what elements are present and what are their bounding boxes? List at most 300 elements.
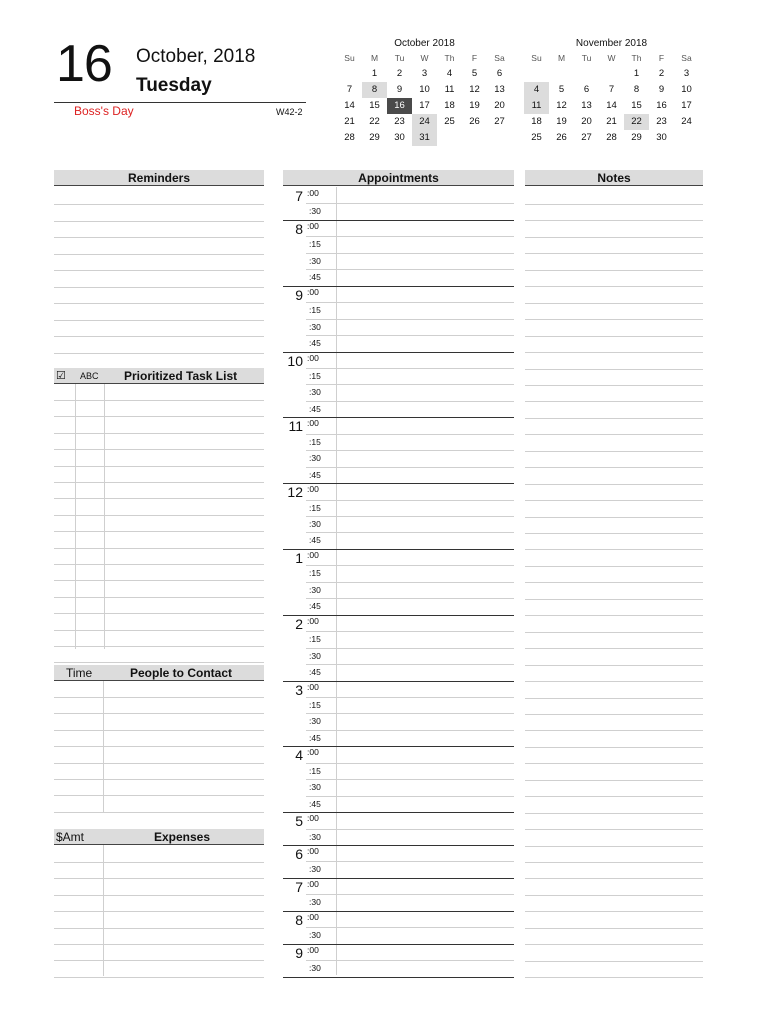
calendar-dow: Sa <box>494 53 505 63</box>
note-line <box>525 796 703 797</box>
contact-line <box>54 795 264 796</box>
calendar-day[interactable]: 25 <box>444 116 455 127</box>
slot-line <box>306 894 514 895</box>
calendar-title: October 2018 <box>394 38 455 49</box>
contact-line <box>54 779 264 780</box>
hour-divider-line <box>283 977 514 978</box>
calendar-day[interactable]: 30 <box>656 132 667 143</box>
expense-line <box>54 862 264 863</box>
expense-line <box>54 911 264 912</box>
calendar-day[interactable]: 1 <box>633 68 640 79</box>
note-line <box>525 780 703 781</box>
slot-line <box>306 253 514 254</box>
calendar-day[interactable]: 24 <box>412 114 437 130</box>
notes-header: Notes <box>525 170 703 186</box>
hour-label: 9 <box>295 944 303 961</box>
note-line <box>525 418 703 419</box>
task-check-divider <box>75 384 76 649</box>
minute-label: :00 <box>307 484 319 495</box>
task-line <box>54 548 264 549</box>
minute-label: :30 <box>309 387 321 398</box>
note-line <box>525 878 703 879</box>
minute-label: :00 <box>307 813 319 824</box>
calendar-day[interactable]: 31 <box>412 130 437 146</box>
task-line <box>54 597 264 598</box>
minute-label: :30 <box>309 716 321 727</box>
minute-label: :15 <box>309 502 321 513</box>
calendar-day[interactable]: 22 <box>369 116 380 127</box>
calendar-dow: Th <box>631 53 642 63</box>
slot-line <box>306 532 514 533</box>
task-line <box>54 613 264 614</box>
slot-line <box>306 829 514 830</box>
minute-label: :30 <box>309 930 321 941</box>
slot-line <box>306 648 514 649</box>
calendar-dow: Sa <box>681 53 692 63</box>
contacts-header <box>54 665 264 681</box>
hour-label: 6 <box>295 846 303 862</box>
calendar-day[interactable]: 25 <box>531 132 542 143</box>
calendar-day[interactable]: 20 <box>581 116 592 127</box>
contacts-title: People to Contact <box>130 666 233 680</box>
calendar-empty-cell <box>599 66 624 82</box>
task-line <box>54 662 264 663</box>
minute-label: :15 <box>309 239 321 250</box>
task-line <box>54 580 264 581</box>
calendar-day[interactable]: 10 <box>681 84 692 95</box>
contact-line <box>54 730 264 731</box>
month-year: October, 2018 <box>136 46 256 67</box>
expenses-amount-label: $Amt <box>56 830 85 844</box>
calendar-day[interactable]: 19 <box>469 100 480 111</box>
slot-line <box>306 384 514 385</box>
week-code: W42-2 <box>276 107 303 117</box>
hour-label: 1 <box>295 549 303 566</box>
reminder-line <box>54 287 264 288</box>
note-line <box>525 467 703 468</box>
minute-label: :30 <box>309 963 321 974</box>
calendar-day[interactable]: 7 <box>346 84 353 95</box>
note-line <box>525 270 703 271</box>
minute-label: :00 <box>307 747 319 758</box>
slot-line <box>306 763 514 764</box>
note-line <box>525 533 703 534</box>
minute-label: :15 <box>309 436 321 447</box>
calendar-day[interactable]: 8 <box>362 82 387 98</box>
note-line <box>525 665 703 666</box>
calendar-day[interactable]: 28 <box>606 132 617 143</box>
calendar-day[interactable]: 23 <box>394 116 405 127</box>
expense-line <box>54 944 264 945</box>
task-line <box>54 515 264 516</box>
calendar-day[interactable]: 27 <box>581 132 592 143</box>
note-line <box>525 484 703 485</box>
calendar-empty-cell <box>549 66 574 82</box>
note-line <box>525 549 703 550</box>
note-line <box>525 730 703 731</box>
hour-label: 8 <box>295 911 303 928</box>
hour-label: 9 <box>295 286 303 303</box>
reminder-line <box>54 303 264 304</box>
slot-line <box>306 335 514 336</box>
minute-label: :00 <box>307 220 319 231</box>
note-line <box>525 566 703 567</box>
note-line <box>525 961 703 962</box>
hour-label: 5 <box>295 813 303 830</box>
calendar-day[interactable]: 7 <box>608 84 615 95</box>
calendar-dow: M <box>557 53 566 63</box>
calendar-day[interactable]: 17 <box>681 100 692 111</box>
task-priority-label: ABC <box>80 371 99 381</box>
calendar-empty-cell <box>524 66 549 82</box>
calendar-day[interactable]: 10 <box>419 84 430 95</box>
slot-line <box>306 582 514 583</box>
calendar-day[interactable]: 6 <box>583 84 590 95</box>
calendar-day[interactable]: 4 <box>524 82 549 98</box>
note-line <box>525 286 703 287</box>
reminder-line <box>54 270 264 271</box>
calendar-dow: M <box>370 53 379 63</box>
calendar-day[interactable]: 20 <box>494 100 505 111</box>
reminder-line <box>54 254 264 255</box>
note-line <box>525 599 703 600</box>
calendar-day[interactable]: 14 <box>606 100 617 111</box>
minute-label: :00 <box>307 286 319 297</box>
minute-label: :45 <box>309 272 321 283</box>
note-line <box>525 944 703 945</box>
calendar-dow: Th <box>444 53 455 63</box>
note-line <box>525 385 703 386</box>
slot-line <box>306 516 514 517</box>
note-line <box>525 813 703 814</box>
minute-label: :30 <box>309 650 321 661</box>
note-line <box>525 237 703 238</box>
task-line <box>54 646 264 647</box>
note-line <box>525 401 703 402</box>
calendar-day[interactable]: 8 <box>633 84 640 95</box>
minute-label: :30 <box>309 519 321 529</box>
hour-label: 7 <box>295 878 303 895</box>
calendar-dow: Tu <box>581 53 592 63</box>
task-line <box>54 482 264 483</box>
minute-label: :00 <box>307 681 319 692</box>
slot-line <box>306 500 514 501</box>
note-line <box>525 698 703 699</box>
slot-line <box>306 960 514 961</box>
minute-label: :15 <box>309 370 321 381</box>
holiday-label: Boss's Day <box>74 104 134 118</box>
note-line <box>525 253 703 254</box>
calendar-day[interactable]: 29 <box>369 132 380 143</box>
minute-label: :15 <box>309 765 321 776</box>
calendar-dow: Tu <box>394 53 405 63</box>
contact-line <box>54 697 264 698</box>
expense-line <box>54 928 264 929</box>
day-number: 16 <box>56 35 112 93</box>
calendar-empty-cell <box>462 130 487 146</box>
calendar-day[interactable]: 18 <box>444 100 455 111</box>
note-line <box>525 862 703 863</box>
note-line <box>525 911 703 912</box>
hour-label: 8 <box>295 220 303 237</box>
slot-line <box>306 796 514 797</box>
minute-label: :00 <box>307 615 319 626</box>
contacts-time-label: Time <box>66 666 93 680</box>
calendar-day[interactable]: 1 <box>371 68 378 79</box>
note-line <box>525 829 703 830</box>
note-line <box>525 500 703 501</box>
calendar-day[interactable]: 18 <box>531 116 542 127</box>
contacts-time-divider <box>103 681 104 812</box>
calendar-day[interactable]: 23 <box>656 116 667 127</box>
hour-label: 3 <box>295 681 303 698</box>
note-line <box>525 714 703 715</box>
task-line <box>54 400 264 401</box>
expense-line <box>54 878 264 879</box>
expense-line <box>54 960 264 961</box>
calendar-empty-cell <box>487 130 512 146</box>
note-line <box>525 369 703 370</box>
minute-label: :30 <box>309 321 321 332</box>
minute-label: :15 <box>309 568 321 579</box>
minute-label: :45 <box>309 469 321 480</box>
weekday: Tuesday <box>136 75 212 96</box>
minute-label: :00 <box>307 352 319 363</box>
note-line <box>525 204 703 205</box>
slot-line <box>306 368 514 369</box>
slot-line <box>306 713 514 714</box>
task-line <box>54 564 264 565</box>
mini-calendar-october <box>337 37 512 146</box>
slot-line <box>306 467 514 468</box>
calendar-day[interactable]: 29 <box>631 132 642 143</box>
minute-label: :30 <box>309 831 321 842</box>
slot-line <box>306 631 514 632</box>
slot-line <box>306 434 514 435</box>
calendar-day[interactable]: 13 <box>494 84 505 95</box>
hour-label: 12 <box>287 484 303 501</box>
task-line <box>54 531 264 532</box>
calendar-day[interactable]: 26 <box>556 132 567 143</box>
minute-label: :15 <box>309 699 321 710</box>
calendar-day[interactable]: 21 <box>606 116 617 127</box>
slot-line <box>306 598 514 599</box>
hour-label: 7 <box>295 188 303 204</box>
note-line <box>525 681 703 682</box>
slot-line <box>306 319 514 320</box>
calendar-day[interactable]: 17 <box>419 100 430 111</box>
reminder-line <box>54 221 264 222</box>
expenses-amount-divider <box>103 845 104 976</box>
appointments-header: Appointments <box>283 170 514 186</box>
reminder-line <box>54 320 264 321</box>
contact-line <box>54 812 264 813</box>
calendar-title: November 2018 <box>575 38 648 49</box>
slot-line <box>306 401 514 402</box>
calendar-day[interactable]: 11 <box>524 98 549 114</box>
task-line <box>54 466 264 467</box>
calendar-empty-cell <box>574 66 599 82</box>
slot-line <box>306 565 514 566</box>
hour-label: 4 <box>295 747 303 764</box>
minute-label: :30 <box>309 584 321 595</box>
calendar-day[interactable]: 22 <box>624 114 649 130</box>
note-line <box>525 303 703 304</box>
calendar-dow: Su <box>344 53 355 63</box>
calendar-empty-cell <box>674 130 699 146</box>
minute-label: :45 <box>309 732 321 743</box>
minute-label: :00 <box>307 878 319 889</box>
minute-label: :30 <box>309 864 321 875</box>
note-line <box>525 352 703 353</box>
reminder-line <box>54 204 264 205</box>
calendar-grid <box>524 51 699 146</box>
calendar-day[interactable]: 16 <box>387 98 412 114</box>
minute-label: :15 <box>309 305 321 316</box>
calendar-day[interactable]: 6 <box>496 68 503 79</box>
minute-label: :30 <box>309 255 321 266</box>
calendar-day[interactable]: 16 <box>656 100 667 111</box>
calendar-dow: F <box>471 53 478 63</box>
calendar-day[interactable]: 24 <box>681 116 692 127</box>
calendar-empty-cell <box>337 66 362 82</box>
minute-label: :30 <box>309 782 321 793</box>
minute-label: :30 <box>309 897 321 908</box>
calendar-day[interactable]: 13 <box>581 100 592 111</box>
minute-label: :00 <box>307 549 319 560</box>
calendar-day[interactable]: 21 <box>344 116 355 127</box>
task-line <box>54 630 264 631</box>
slot-line <box>306 927 514 928</box>
calendar-day[interactable]: 4 <box>446 68 453 79</box>
calendar-day[interactable]: 11 <box>444 84 455 95</box>
checkbox-icon: ☑ <box>56 370 66 382</box>
calendar-dow: Su <box>531 53 542 63</box>
calendar-day[interactable]: 3 <box>683 68 690 79</box>
minute-label: :00 <box>307 188 319 198</box>
calendar-dow: F <box>658 53 665 63</box>
hour-label: 10 <box>287 352 303 369</box>
slot-line <box>306 236 514 237</box>
minute-label: :15 <box>309 634 321 645</box>
note-line <box>525 977 703 978</box>
hour-label: 2 <box>295 615 303 632</box>
calendar-dow: W <box>607 53 616 63</box>
calendar-day[interactable]: 9 <box>396 84 403 95</box>
contact-line <box>54 763 264 764</box>
note-line <box>525 582 703 583</box>
task-list-header <box>54 368 264 384</box>
note-line <box>525 517 703 518</box>
task-line <box>54 498 264 499</box>
note-line <box>525 220 703 221</box>
slot-line <box>306 664 514 665</box>
minute-label: :45 <box>309 798 321 809</box>
calendar-day[interactable]: 9 <box>658 84 665 95</box>
minute-label: :00 <box>307 944 319 955</box>
expenses-title: Expenses <box>154 830 211 844</box>
calendar-day[interactable]: 14 <box>344 100 355 111</box>
slot-line <box>306 779 514 780</box>
minute-label: :30 <box>309 206 321 217</box>
calendar-day[interactable]: 28 <box>344 132 355 143</box>
calendar-day[interactable]: 27 <box>494 116 505 127</box>
calendar-day[interactable]: 5 <box>558 84 565 95</box>
calendar-day[interactable]: 3 <box>421 68 428 79</box>
expense-line <box>54 895 264 896</box>
task-line <box>54 449 264 450</box>
note-line <box>525 895 703 896</box>
mini-calendar-november <box>524 37 699 146</box>
task-list-title: Prioritized Task List <box>124 369 238 383</box>
calendar-day[interactable]: 26 <box>469 116 480 127</box>
calendar-day[interactable]: 12 <box>556 100 567 111</box>
calendar-day[interactable]: 2 <box>396 68 403 79</box>
reminder-line <box>54 237 264 238</box>
slot-line <box>306 269 514 270</box>
minute-label: :30 <box>309 453 321 464</box>
slot-line <box>306 450 514 451</box>
minute-label: :45 <box>309 338 321 349</box>
minute-label: :00 <box>307 418 319 429</box>
contact-line <box>54 713 264 714</box>
note-line <box>525 615 703 616</box>
task-line <box>54 433 264 434</box>
minute-label: :00 <box>307 911 319 922</box>
slot-line <box>306 697 514 698</box>
note-line <box>525 763 703 764</box>
minute-label: :45 <box>309 667 321 678</box>
note-line <box>525 632 703 633</box>
calendar-empty-cell <box>437 130 462 146</box>
reminder-line <box>54 353 264 354</box>
note-line <box>525 319 703 320</box>
header-rule <box>54 102 306 103</box>
calendar-day[interactable]: 19 <box>556 116 567 127</box>
note-line <box>525 747 703 748</box>
note-line <box>525 336 703 337</box>
expense-line <box>54 977 264 978</box>
minute-label: :00 <box>307 846 319 856</box>
calendar-day[interactable]: 15 <box>369 100 380 111</box>
slot-line <box>306 861 514 862</box>
calendar-grid <box>337 51 512 146</box>
minute-label: :45 <box>309 403 321 414</box>
minute-label: :45 <box>309 535 321 546</box>
calendar-day[interactable]: 2 <box>658 68 665 79</box>
expenses-header <box>54 829 264 845</box>
reminder-line <box>54 336 264 337</box>
minute-label: :45 <box>309 601 321 612</box>
calendar-day[interactable]: 12 <box>469 84 480 95</box>
note-line <box>525 451 703 452</box>
calendar-dow: W <box>420 53 429 63</box>
note-line <box>525 434 703 435</box>
note-line <box>525 648 703 649</box>
note-line <box>525 846 703 847</box>
task-line <box>54 416 264 417</box>
slot-line <box>306 302 514 303</box>
reminders-header: Reminders <box>54 170 264 186</box>
calendar-day[interactable]: 30 <box>394 132 405 143</box>
slot-line <box>306 730 514 731</box>
contact-line <box>54 746 264 747</box>
note-line <box>525 928 703 929</box>
calendar-day[interactable]: 5 <box>471 68 478 79</box>
slot-line <box>306 203 514 204</box>
task-priority-divider <box>104 384 105 649</box>
calendar-day[interactable]: 15 <box>631 100 642 111</box>
